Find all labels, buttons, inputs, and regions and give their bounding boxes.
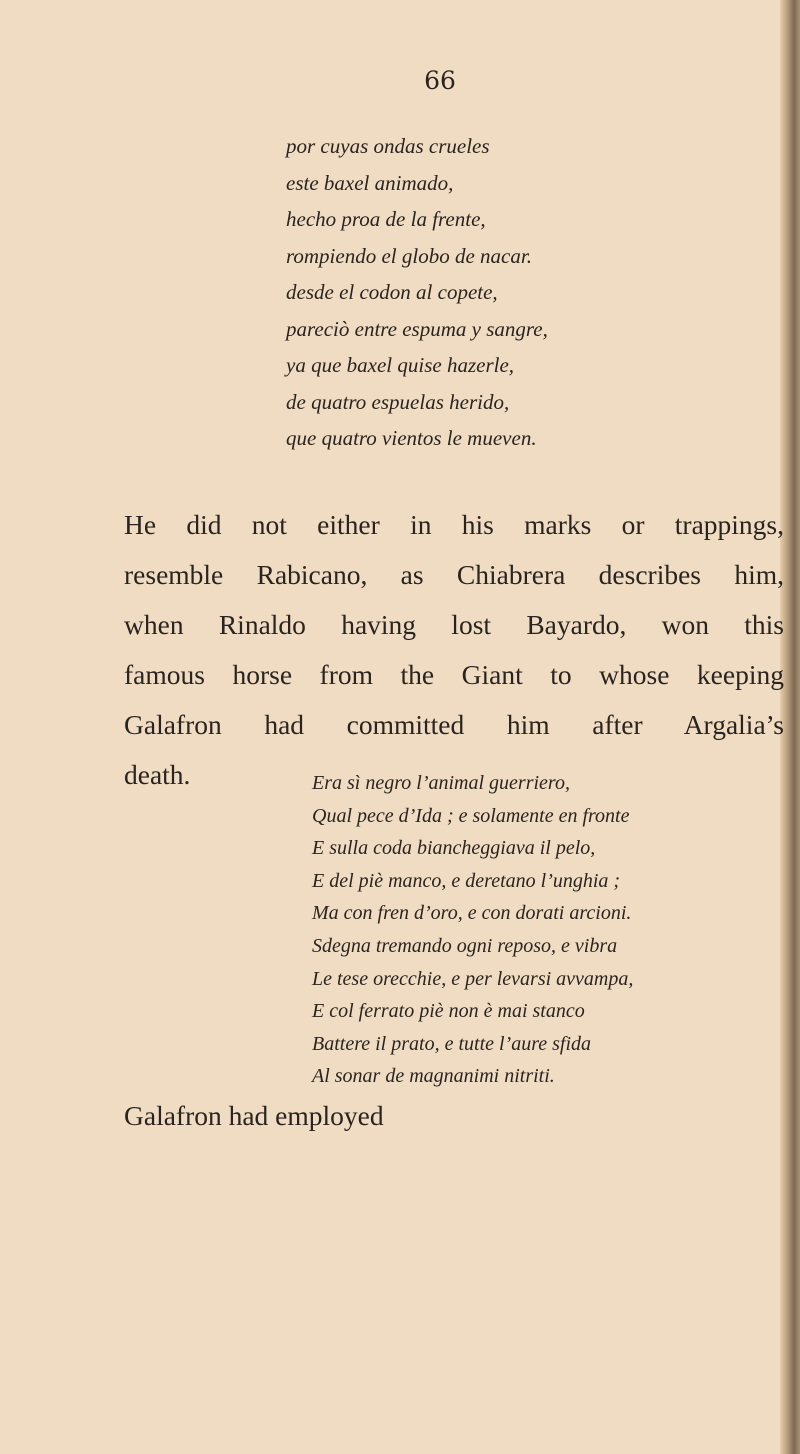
prose-line: when Rinaldo having lost Bayardo, won this bbox=[124, 609, 784, 640]
verse-line: Battere il prato, e tutte l’aure sfida bbox=[312, 1032, 592, 1055]
verse-line: que quatro vientos le mueven. bbox=[286, 426, 537, 450]
verse-line: pareciò entre espuma y sangre, bbox=[286, 316, 548, 341]
verse-line: Qual pece d’Ida ; e solamente en fronte bbox=[312, 804, 630, 827]
verse-line: E del piè manco, e deretano l’unghia ; bbox=[312, 869, 621, 892]
prose-line: Galafron had committed him after Argalia’s bbox=[124, 709, 784, 740]
verse-line: este baxel animado, bbox=[286, 170, 454, 195]
closing-text: Galafron had employed bbox=[124, 1100, 384, 1131]
prose-paragraph bbox=[124, 500, 784, 800]
verse-line: Sdegna tremando ogni reposo, e vibra bbox=[312, 934, 618, 957]
verse-line: rompiendo el globo de nacar. bbox=[286, 243, 532, 268]
verse-line: E sulla coda biancheggiava il pelo, bbox=[312, 837, 596, 860]
verse-line: de quatro espuelas herido, bbox=[286, 389, 510, 414]
prose-line: famous horse from the Giant to whose keeping bbox=[124, 659, 784, 690]
verse-line: E col ferrato piè non è mai stanco bbox=[312, 1000, 585, 1023]
verse-line: Ma con fren d’oro, e con dorati arcioni. bbox=[312, 902, 632, 925]
verse-line: desde el codon al copete, bbox=[286, 280, 498, 304]
verse-line: Al sonar de magnanimi nitriti. bbox=[312, 1065, 555, 1088]
italian-verse bbox=[312, 767, 633, 1093]
verse-line: ya que baxel quise hazerle, bbox=[286, 353, 515, 377]
verse-line: hecho proa de la frente, bbox=[286, 207, 486, 231]
verse-line: Era sì negro l’animal guerriero, bbox=[312, 772, 570, 794]
page-number: 66 bbox=[424, 66, 456, 95]
verse-line: por cuyas ondas crueles bbox=[286, 134, 490, 158]
prose-line: resemble Rabicano, as Chiabrera describes him, bbox=[124, 559, 784, 590]
prose-line: He did not either in his marks or trappings, bbox=[124, 509, 784, 540]
spanish-verse bbox=[286, 128, 548, 457]
prose-line: death. bbox=[124, 759, 191, 790]
verse-line: Le tese orecchie, e per levarsi avvampa, bbox=[312, 967, 634, 990]
